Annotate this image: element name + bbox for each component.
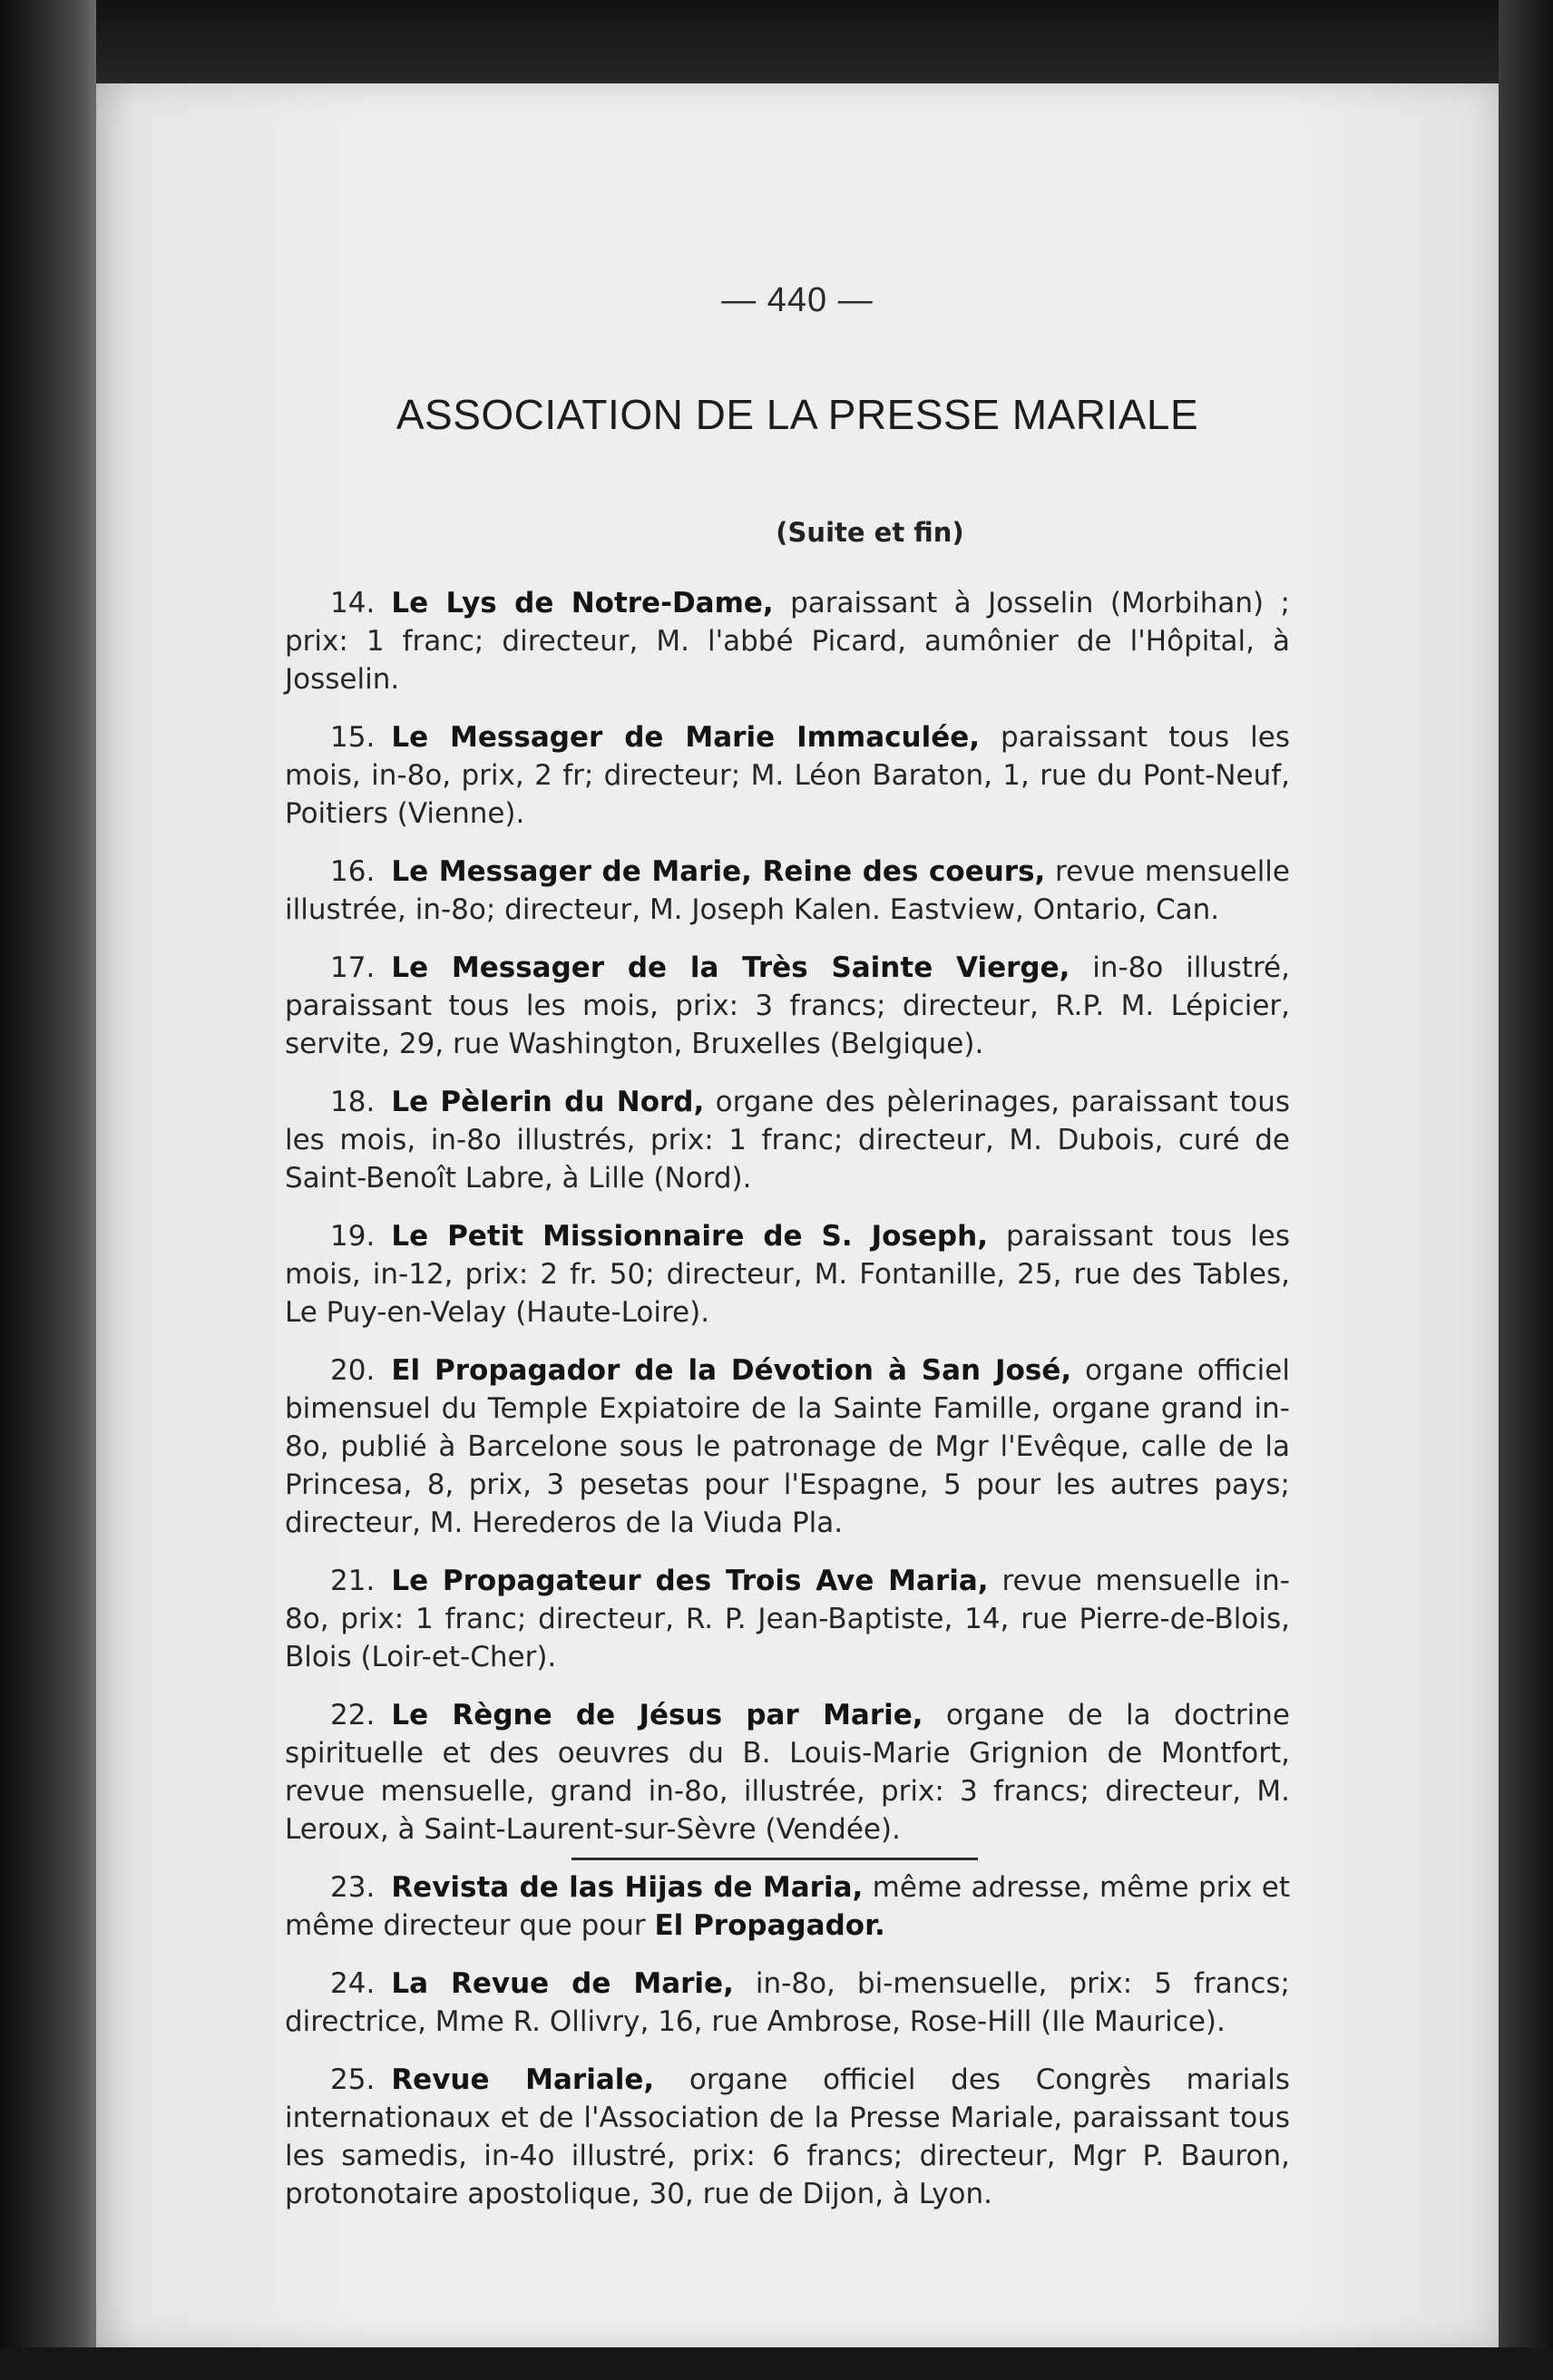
scan-border-bottom (0, 2347, 1553, 2380)
entry-number: 19. (330, 1220, 376, 1253)
entry-text: même adresse, même prix et même directeur que pour (285, 1871, 1290, 1942)
list-item (285, 584, 1290, 698)
entry-text: revue mensuelle in-8o, prix: 1 franc; directeur, R. P. Jean-Baptiste, 14, rue Pierre-de-Blois, Blois (Loir-et-Cher). (285, 1565, 1290, 1673)
list-item (285, 2061, 1290, 2213)
page-title: ASSOCIATION DE LA PRESSE MARIALE (396, 391, 1199, 438)
entry-title: Le Lys de Notre-Dame, (391, 587, 774, 619)
scan-border-right (1499, 0, 1553, 2380)
entry-number: 15. (330, 721, 376, 754)
entry-number: 22. (330, 1699, 376, 1731)
entry-number: 24. (330, 1967, 376, 2000)
list-item (285, 1965, 1290, 2041)
list-item (285, 1696, 1290, 1848)
scan-border-top (0, 0, 1553, 83)
entry-text: organe officiel bimensuel du Temple Expiatoire de la Sainte Famille, organe grand in-8o, publié à Barcelone sous le patronage de Mgr l'Evêque, calle de la Princesa, 8, prix, 3 pesetas pour l'Espagne, 5 pour les autres pays; directeur, M. Herederos de la Viuda Pla. (285, 1354, 1290, 1539)
entry-text: revue mensuelle illustrée, in-8o; directeur, M. Joseph Kalen. Eastview, Ontario, Can. (285, 855, 1290, 926)
page-subtitle: (Suite et fin) (776, 517, 964, 548)
entry-title: El Propagador de la Dévotion à San José, (391, 1354, 1072, 1387)
entry-text: paraissant tous les mois, in-12, prix: 2 fr. 50; directeur, M. Fontanille, 25, rue des Tables, Le Puy-en-Velay (Haute-Loire). (285, 1220, 1290, 1329)
document-page (96, 83, 1499, 2347)
entry-title: Le Petit Missionnaire de S. Joseph, (391, 1220, 988, 1253)
entry-number: 14. (330, 587, 376, 619)
entry-title: Le Pèlerin du Nord, (391, 1086, 705, 1118)
list-item (285, 1868, 1290, 1945)
entry-title: Le Messager de la Très Sainte Vierge, (391, 951, 1070, 984)
entry-number: 20. (330, 1354, 376, 1387)
entry-list (285, 584, 1290, 2233)
list-item (285, 949, 1290, 1063)
entry-text: organe des pèlerinages, paraissant tous les mois, in-8o illustrés, prix: 1 franc; directeur, M. Dubois, curé de Saint-Benoît Labre, à Lille (Nord). (285, 1086, 1290, 1195)
list-item (285, 1562, 1290, 1676)
entry-text: in-8o illustré, paraissant tous les mois, prix: 3 francs; directeur, R.P. M. Lépicier, servite, 29, rue Washington, Bruxelles (Belgique). (285, 951, 1290, 1060)
entry-number: 23. (330, 1871, 376, 1904)
entry-title: Le Messager de Marie Immaculée, (391, 721, 981, 754)
entry-text: organe officiel des Congrès marials internationaux et de l'Association de la Presse Mariale, paraissant tous les samedis, in-4o illustré, prix: 6 francs; directeur, Mgr P. Bauron, protonotaire apostolique, 30, rue de Dijon, à Lyon. (285, 2063, 1290, 2210)
end-rule (571, 1858, 978, 1860)
entry-title: Le Propagateur des Trois Ave Maria, (391, 1565, 989, 1597)
entry-title: Le Messager de Marie, Reine des coeurs, (391, 855, 1046, 888)
list-item (285, 853, 1290, 929)
entry-text: paraissant tous les mois, in-8o, prix, 2 fr; directeur; M. Léon Baraton, 1, rue du Pont-Neuf, Poitiers (Vienne). (285, 721, 1290, 830)
entry-number: 17. (330, 951, 376, 984)
entry-reference: El Propagador. (654, 1909, 885, 1942)
entry-number: 16. (330, 855, 376, 888)
entry-title: Revue Mariale, (391, 2063, 655, 2096)
list-item (285, 1351, 1290, 1542)
entry-number: 21. (330, 1565, 376, 1597)
entry-number: 18. (330, 1086, 376, 1118)
page-number: — 440 — (721, 281, 874, 319)
scan-border-left (0, 0, 96, 2380)
entry-title: Le Règne de Jésus par Marie, (391, 1699, 923, 1731)
list-item (285, 1217, 1290, 1331)
entry-number: 25. (330, 2063, 376, 2096)
entry-title: La Revue de Marie, (391, 1967, 734, 2000)
list-item (285, 1083, 1290, 1197)
entry-text: in-8o, bi-mensuelle, prix: 5 francs; directrice, Mme R. Ollivry, 16, rue Ambrose, Rose-Hill (Ile Maurice). (285, 1967, 1290, 2038)
entry-text: paraissant à Josselin (Morbihan) ; prix: 1 franc; directeur, M. l'abbé Picard, aumônier de l'Hôpital, à Josselin. (285, 587, 1290, 696)
entry-title: Revista de las Hijas de Maria, (391, 1871, 864, 1904)
list-item (285, 718, 1290, 833)
entry-text: organe de la doctrine spirituelle et des oeuvres du B. Louis-Marie Grignion de Montfort, revue mensuelle, grand in-8o, illustrée, prix: 3 francs; directeur, M. Leroux, à Saint-Laurent-sur-Sèvre (Vendée). (285, 1699, 1290, 1846)
